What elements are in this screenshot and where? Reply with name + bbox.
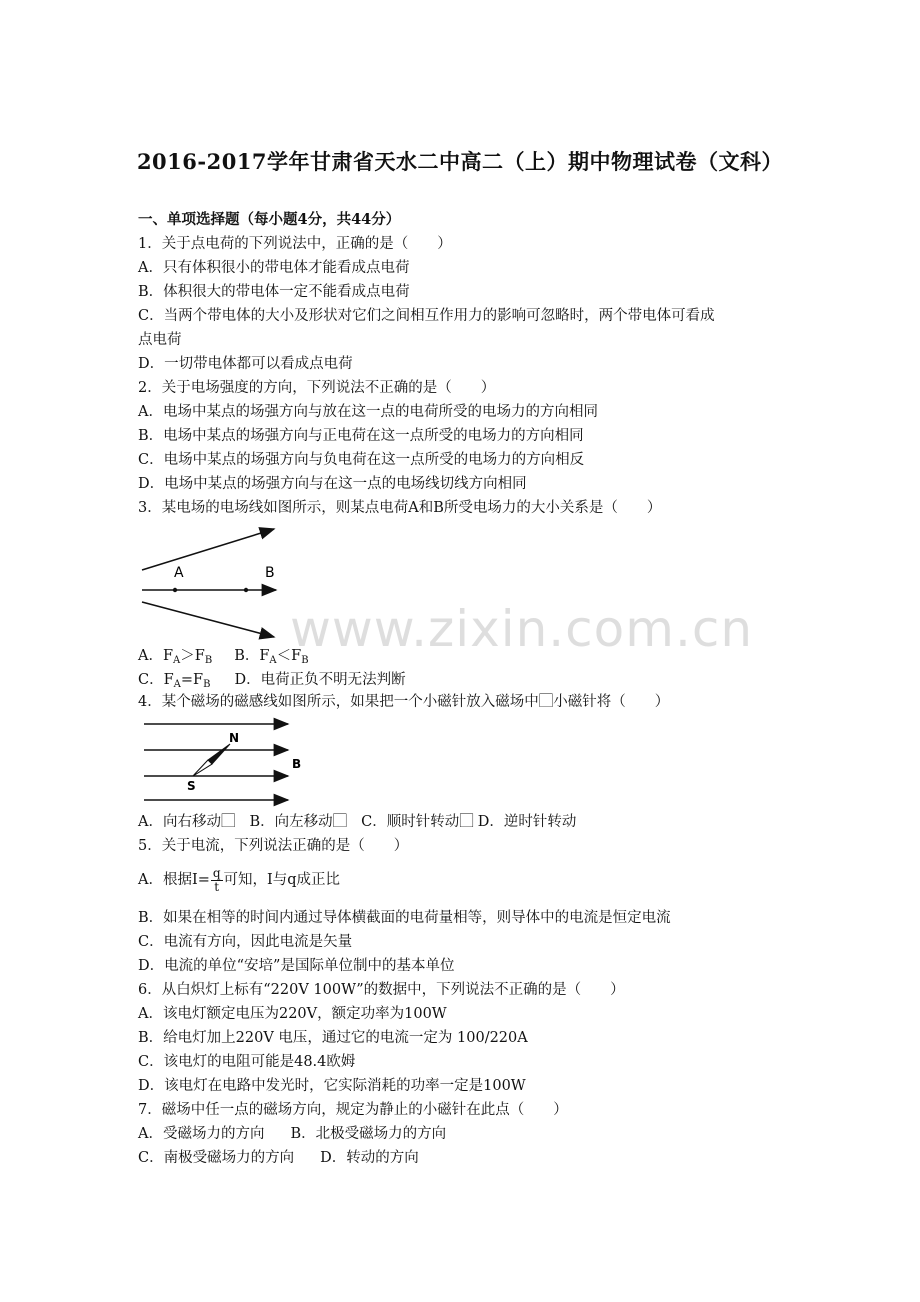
q3-option-d: D．电荷正负不明无法判断 xyxy=(234,672,406,688)
q6-stem: 6．从白炽灯上标有“220V 100W”的数据中，下列说法不正确的是（ ） xyxy=(138,982,625,998)
q6-option-c: C．该电灯的电阻可能是48.4欧姆 xyxy=(138,1054,356,1070)
electric-field-diagram xyxy=(138,524,288,644)
q6-option-a: A．该电灯额定电压为220V，额定功率为100W xyxy=(138,1006,447,1022)
q3-option-c: C．$F_A=F_B$ xyxy=(138,672,211,690)
q7-option-c: C．南极受磁场力的方向 xyxy=(138,1150,295,1166)
q2-option-c: C．电场中某点的场强方向与负电荷在这一点所受的电场力的方向相反 xyxy=(138,452,585,468)
q1-option-b: B．体积很大的带电体一定不能看成点电荷 xyxy=(138,284,410,300)
q1-stem: 1．关于点电荷的下列说法中，正确的是（ ） xyxy=(138,236,452,252)
q2-option-a: A．电场中某点的场强方向与放在这一点的电荷所受的电场力的方向相同 xyxy=(138,404,598,420)
q5-stem: 5．关于电流，下列说法正确的是（ ） xyxy=(138,838,409,854)
q2-option-b: B．电场中某点的场强方向与正电荷在这一点所受的电场力的方向相同 xyxy=(138,428,584,444)
q7-options-row2 xyxy=(138,1148,419,1168)
q4-option-d: D．逆时针转动 xyxy=(477,814,577,830)
q4-option-a: A．向右移动⃞ xyxy=(138,814,236,830)
q6-option-b: B．给电灯加上220V 电压，通过它的电流一定为 100/220A xyxy=(138,1030,528,1046)
watermark: www.zixin.com.cn xyxy=(290,600,754,658)
point-a-dot xyxy=(173,588,177,592)
q1-option-a: A．只有体积很小的带电体才能看成点电荷 xyxy=(138,260,410,276)
q4-options-row xyxy=(138,812,576,832)
field-line-bottom xyxy=(142,602,274,637)
needle-south-label: S xyxy=(187,779,196,793)
q5-option-b: B．如果在相等的时间内通过导体横截面的电荷量相等，则导体中的电流是恒定电流 xyxy=(138,910,671,926)
page-title: 2016-2017学年甘肃省天水二中高二（上）期中物理试卷（文科） xyxy=(136,149,784,174)
point-a-label: A xyxy=(174,565,184,581)
magnetic-field-diagram xyxy=(138,716,308,808)
q2-option-d: D．电场中某点的场强方向与在这一点的电场线切线方向相同 xyxy=(138,476,527,492)
q7-stem: 7．磁场中任一点的磁场方向，规定为静止的小磁针在此点（ ） xyxy=(138,1102,568,1118)
fraction-q-over-t: $\frac{q}{t}$ xyxy=(212,865,221,894)
q4-option-b: B．向左移动⃞ xyxy=(249,814,348,830)
q7-option-a: A．受磁场力的方向 xyxy=(138,1126,265,1142)
q3-options-row1 xyxy=(138,646,309,671)
q4-stem: 4．某个磁场的磁感线如图所示，如果把一个小磁针放入磁场中⃞小磁针将（ ） xyxy=(138,694,670,710)
point-b-dot xyxy=(244,588,248,592)
needle-north-label: N xyxy=(229,731,240,745)
field-b-label: B xyxy=(292,757,302,771)
q1-option-c-line1: C．当两个带电体的大小及形状对它们之间相互作用力的影响可忽略时，两个带电体可看成 xyxy=(138,308,715,324)
q7-options-row1 xyxy=(138,1124,446,1144)
q2-stem: 2．关于电场强度的方向，下列说法不正确的是（ ） xyxy=(138,380,496,396)
q5-option-d: D．电流的单位“安培”是国际单位制中的基本单位 xyxy=(138,958,455,974)
q7-option-b: B．北极受磁场力的方向 xyxy=(290,1126,447,1142)
point-b-label: B xyxy=(265,565,275,581)
q7-option-d: D．转动的方向 xyxy=(320,1150,419,1166)
q3-option-a: A．$F_A>F_B$ xyxy=(138,648,213,666)
q6-option-d: D．该电灯在电路中发光时，它实际消耗的功率一定是100W xyxy=(138,1078,526,1094)
q1-option-c-line2: 点电荷 xyxy=(138,332,182,348)
q3-stem: 3．某电场的电场线如图所示，则某点电荷A和B所受电场力的大小关系是（ ） xyxy=(138,500,662,516)
q1-option-d: D．一切带电体都可以看成点电荷 xyxy=(138,356,353,372)
q3-option-b: B．$F_A<F_B$ xyxy=(234,648,309,666)
q5-option-a: A．根据I= $\frac{q}{t}$ 可知，I与q成正比 xyxy=(138,865,341,894)
field-line-top xyxy=(142,529,274,570)
q4-option-c: C．顺时针转动⃞ xyxy=(361,814,474,830)
section-heading: 一、单项选择题（每小题4分，共44分） xyxy=(138,211,401,228)
q5-option-c: C．电流有方向，因此电流是矢量 xyxy=(138,934,353,950)
